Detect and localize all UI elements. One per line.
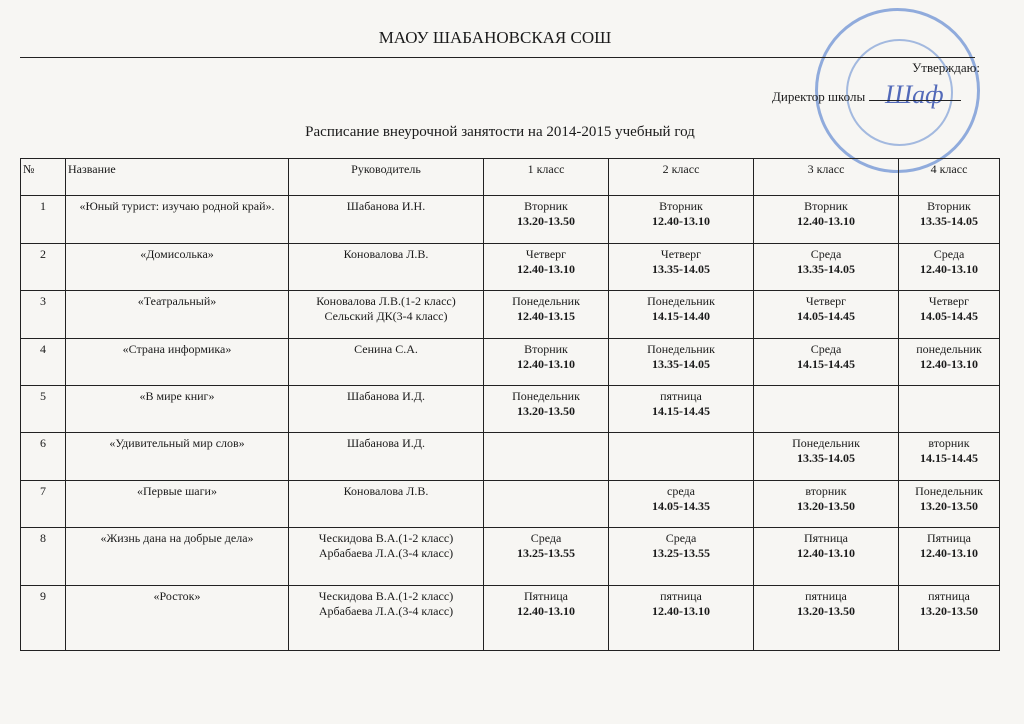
director-label [772, 89, 961, 105]
leader-name: Шабанова И.Д. [289, 386, 484, 433]
row-number: 1 [21, 196, 66, 244]
schedule-cell [609, 586, 754, 651]
schedule-cell [754, 433, 899, 481]
time: 14.05-14.35 [652, 499, 710, 513]
leader-name: Сенина С.А. [289, 339, 484, 386]
schedule-cell [609, 433, 754, 481]
row-number: 2 [21, 244, 66, 291]
leader-name: Коновалова Л.В. [289, 244, 484, 291]
schedule-cell [754, 244, 899, 291]
time: 14.15-14.40 [652, 309, 710, 323]
schedule-cell [609, 244, 754, 291]
day: Понедельник [512, 294, 580, 308]
schedule-cell [484, 291, 609, 339]
time: 14.05-14.45 [797, 309, 855, 323]
day: пятница [660, 389, 702, 403]
day: пятница [928, 589, 970, 603]
activity-name: «Театральный» [66, 291, 289, 339]
day: Среда [810, 247, 842, 261]
day: Пятница [926, 531, 972, 545]
schedule-cell [609, 291, 754, 339]
schedule-cell [899, 528, 1000, 586]
table-row [21, 481, 1000, 528]
activity-name: «Первые шаги» [66, 481, 289, 528]
time: 13.25-13.55 [517, 546, 575, 560]
schedule-cell [754, 196, 899, 244]
column-header: Руководитель [289, 159, 484, 196]
signature-line [869, 100, 961, 101]
time: 12.40-13.10 [797, 214, 855, 228]
activity-name: «В мире книг» [66, 386, 289, 433]
schedule-cell [899, 386, 1000, 433]
column-header: 4 класс [899, 159, 1000, 196]
day: понедельник [916, 342, 982, 356]
schedule-cell [754, 339, 899, 386]
time: 14.05-14.45 [920, 309, 978, 323]
schedule-cell [899, 196, 1000, 244]
day: Понедельник [647, 294, 715, 308]
day: Четверг [660, 247, 702, 261]
time: 12.40-13.10 [652, 604, 710, 618]
activity-name: «Росток» [66, 586, 289, 651]
day: Вторник [927, 199, 971, 213]
day: вторник [928, 436, 970, 450]
time: 13.35-14.05 [920, 214, 978, 228]
table-row [21, 586, 1000, 651]
schedule-cell [754, 528, 899, 586]
organization-name: МАОУ ШАБАНОВСКАЯ СОШ [378, 28, 612, 47]
table-row [21, 291, 1000, 339]
time: 13.20-13.50 [920, 499, 978, 513]
activity-name: «Юный турист: изучаю родной край». [66, 196, 289, 244]
document-title: Расписание внеурочной занятости на 2014-2015 учебный год [305, 124, 695, 140]
time: 14.15-14.45 [797, 357, 855, 371]
leader-name: Ческидова В.А.(1-2 класс) Арбабаева Л.А.(3-4 класс) [289, 528, 484, 586]
day: Понедельник [647, 342, 715, 356]
time: 12.40-13.10 [652, 214, 710, 228]
day: Понедельник [512, 389, 580, 403]
row-number: 3 [21, 291, 66, 339]
day: Понедельник [915, 484, 983, 498]
schedule-cell [899, 481, 1000, 528]
column-header: № [21, 159, 66, 196]
time: 13.25-13.55 [652, 546, 710, 560]
table-row [21, 528, 1000, 586]
day: Пятница [523, 589, 569, 603]
activity-name: «Страна информика» [66, 339, 289, 386]
day: Четверг [525, 247, 567, 261]
director-text: Директор школы [772, 89, 866, 104]
time: 13.20-13.50 [797, 499, 855, 513]
table-row [21, 433, 1000, 481]
day: Понедельник [792, 436, 860, 450]
table-row [21, 339, 1000, 386]
time: 13.20-13.50 [797, 604, 855, 618]
table-row [21, 196, 1000, 244]
table-row [21, 386, 1000, 433]
schedule-cell [484, 244, 609, 291]
schedule-cell [899, 244, 1000, 291]
time: 14.15-14.45 [652, 404, 710, 418]
day: Вторник [524, 199, 568, 213]
day: среда [667, 484, 695, 498]
column-header: 1 класс [484, 159, 609, 196]
leader-name: Коновалова Л.В. [289, 481, 484, 528]
schedule-cell [609, 196, 754, 244]
column-header: Название [66, 159, 289, 196]
schedule-cell [899, 339, 1000, 386]
time: 12.40-13.10 [920, 262, 978, 276]
schedule-cell [484, 481, 609, 528]
header-divider [20, 57, 975, 58]
day: Среда [933, 247, 965, 261]
leader-name: Шабанова И.Д. [289, 433, 484, 481]
schedule-cell [754, 481, 899, 528]
time: 12.40-13.10 [920, 546, 978, 560]
schedule-cell [609, 481, 754, 528]
schedule-cell [899, 586, 1000, 651]
leader-name: Коновалова Л.В.(1-2 класс) Сельский ДК(3-4 класс) [289, 291, 484, 339]
activity-name: «Жизнь дана на добрые дела» [66, 528, 289, 586]
leader-name: Ческидова В.А.(1-2 класс) Арбабаева Л.А.(3-4 класс) [289, 586, 484, 651]
schedule-cell [609, 386, 754, 433]
day: пятница [805, 589, 847, 603]
schedule-cell [754, 291, 899, 339]
day: Четверг [928, 294, 970, 308]
day: пятница [660, 589, 702, 603]
schedule-cell [484, 433, 609, 481]
day: Среда [810, 342, 842, 356]
time: 13.35-14.05 [797, 262, 855, 276]
row-number: 4 [21, 339, 66, 386]
day: Пятница [803, 531, 849, 545]
time: 13.20-13.50 [517, 214, 575, 228]
schedule-cell [484, 386, 609, 433]
table-row [21, 244, 1000, 291]
schedule-cell [484, 196, 609, 244]
table-header-row [21, 159, 1000, 196]
activity-name: «Домисолька» [66, 244, 289, 291]
day: Вторник [659, 199, 703, 213]
row-number: 9 [21, 586, 66, 651]
schedule-cell [484, 339, 609, 386]
time: 12.40-13.10 [920, 357, 978, 371]
schedule-cell [754, 586, 899, 651]
time: 13.35-14.05 [652, 262, 710, 276]
time: 13.35-14.05 [797, 451, 855, 465]
row-number: 5 [21, 386, 66, 433]
schedule-cell [484, 528, 609, 586]
day: Четверг [805, 294, 847, 308]
schedule-cell [484, 586, 609, 651]
time: 12.40-13.10 [517, 357, 575, 371]
schedule-cell [899, 291, 1000, 339]
row-number: 8 [21, 528, 66, 586]
schedule-cell [609, 528, 754, 586]
column-header: 3 класс [754, 159, 899, 196]
time: 12.40-13.10 [517, 262, 575, 276]
approve-label: Утверждаю: [912, 60, 980, 75]
time: 12.40-13.15 [517, 309, 575, 323]
time: 12.40-13.10 [797, 546, 855, 560]
row-number: 7 [21, 481, 66, 528]
time: 13.20-13.50 [920, 604, 978, 618]
schedule-table [20, 158, 1000, 651]
day: Вторник [524, 342, 568, 356]
column-header: 2 класс [609, 159, 754, 196]
time: 14.15-14.45 [920, 451, 978, 465]
director-signature: Шаф [885, 80, 944, 109]
time: 12.40-13.10 [517, 604, 575, 618]
day: Вторник [804, 199, 848, 213]
day: Среда [530, 531, 562, 545]
time: 13.20-13.50 [517, 404, 575, 418]
activity-name: «Удивительный мир слов» [66, 433, 289, 481]
leader-name: Шабанова И.Н. [289, 196, 484, 244]
schedule-cell [754, 386, 899, 433]
time: 13.35-14.05 [652, 357, 710, 371]
schedule-cell [609, 339, 754, 386]
day: вторник [805, 484, 847, 498]
schedule-cell [899, 433, 1000, 481]
row-number: 6 [21, 433, 66, 481]
day: Среда [665, 531, 697, 545]
